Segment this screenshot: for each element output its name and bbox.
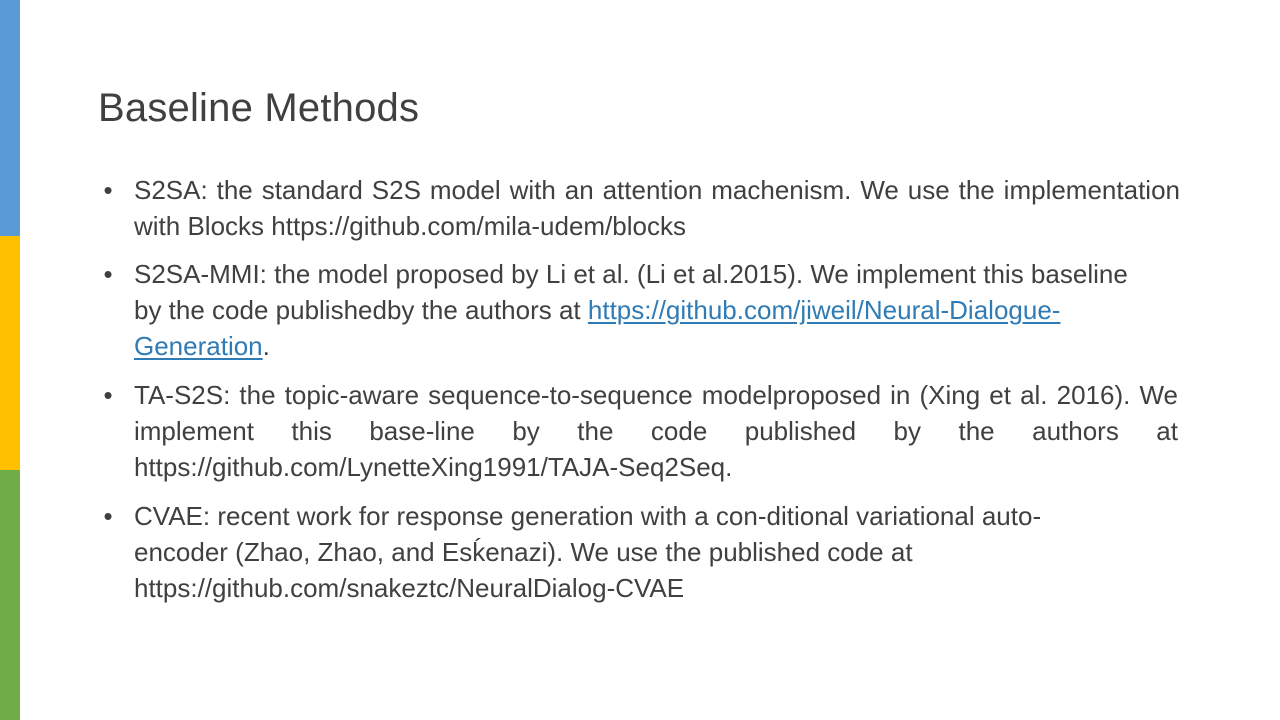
bullet-dot-icon: •	[103, 380, 113, 410]
bullet-text	[134, 256, 1134, 364]
bullet-item-s2sa-mmi	[98, 256, 1134, 364]
bullet-text-before: S2SA-MMI: the model proposed by Li et al. (Li et al.2015). We implement this baseline by the code publishedby the authors at	[134, 259, 1128, 325]
accent-segment-green	[0, 470, 20, 720]
bullet-text: S2SA: the standard S2S model with an attention machenism. We use the implementation with Blocks https://github.com/mila-udem/blocks	[134, 175, 1180, 241]
bullet-item-ta-s2s	[98, 377, 1178, 485]
bullet-dot-icon: •	[103, 501, 113, 531]
accent-segment-yellow	[0, 236, 20, 470]
bullet-text-after: .	[262, 331, 270, 361]
bullet-dot-icon: •	[103, 175, 113, 205]
accent-bar	[0, 0, 20, 720]
accent-segment-blue	[0, 0, 20, 236]
bullet-item-cvae	[98, 498, 1134, 606]
neural-dialogue-generation-link[interactable]: https://github.com/jiweil/Neural-Dialogue-Generation	[134, 295, 1061, 361]
bullet-list	[98, 172, 1180, 619]
bullet-item-s2sa	[98, 172, 1180, 244]
bullet-text: CVAE: recent work for response generation with a con-ditional variational auto-encoder (Zhao, Zhao, and Esḱenazi). We use the published code at https://github.com/snakeztc/NeuralDialog-CVAE	[134, 501, 1042, 603]
slide-title: Baseline Methods	[98, 86, 420, 130]
bullet-text: TA-S2S: the topic-aware sequence-to-sequence modelproposed in (Xing et al. 2016). We implement this base-line by the code published by the authors at https://github.com/LynetteXing1991/TAJA-Seq2Seq.	[134, 380, 1178, 482]
bullet-dot-icon: •	[103, 259, 113, 289]
